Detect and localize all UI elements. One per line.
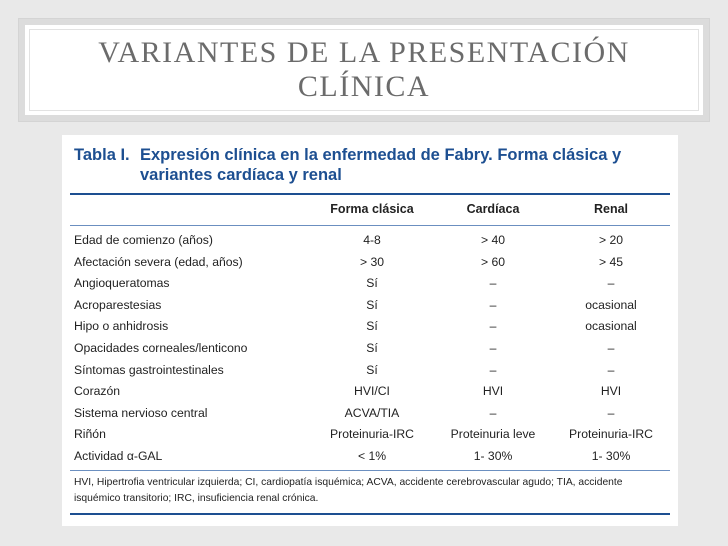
title-box [18, 18, 710, 122]
slide-title: VARIANTES DE LA PRESENTACIÓN CLÍNICA [98, 36, 630, 103]
cell-clasica: Sí [366, 276, 378, 291]
column-header-cardiaca: Cardíaca [466, 202, 520, 216]
table-caption-label: Tabla I. [74, 146, 130, 164]
cell-renal: > 20 [598, 233, 624, 247]
cell-cardiaca: > 40 [480, 233, 506, 247]
table-rule-bottom [70, 513, 670, 515]
cell-clasica: > 30 [359, 254, 385, 269]
table-caption-line2: variantes cardíaca y renal [140, 166, 342, 184]
table-rule-data-end [70, 470, 670, 471]
row-label: Hipo o anhidrosis [74, 319, 169, 334]
cell-clasica: Proteinuria-IRC [330, 427, 414, 442]
row-label: Actividad α-GAL [74, 448, 163, 463]
cell-renal: ocasional [585, 319, 637, 334]
cell-clasica: 4-8 [363, 233, 381, 247]
table-footnote: HVI, Hipertrofia ventricular izquierda; CI, cardiopatía isquémica; ACVA, accidente cerebrovascular agudo; TIA, accidente isquémico transitorio; IRC, insuficiencia renal crónica. [74, 477, 623, 504]
table-row [62, 252, 678, 274]
table-caption-line1: Expresión clínica en la enfermedad de Fabry. Forma clásica y [140, 146, 622, 164]
row-label: Opacidades corneales/lenticono [74, 340, 248, 355]
cell-clasica: HVI/CI [354, 384, 390, 399]
cell-renal: > 45 [598, 254, 624, 269]
cell-clasica: Sí [366, 319, 378, 334]
cell-cardiaca: – [489, 405, 497, 420]
cell-cardiaca: – [489, 319, 497, 334]
table-row [62, 424, 678, 446]
cell-cardiaca: Proteinuria leve [450, 427, 536, 442]
cell-renal: 1- 30% [591, 448, 631, 463]
table-row [62, 446, 678, 468]
table-row [62, 316, 678, 338]
table-row [62, 381, 678, 403]
cell-cardiaca: 1- 30% [473, 448, 513, 463]
row-label: Sistema nervioso central [74, 405, 208, 420]
row-label: Angioqueratomas [74, 276, 170, 291]
cell-clasica: Sí [366, 340, 378, 355]
cell-renal: ocasional [585, 297, 637, 312]
cell-clasica: ACVA/TIA [344, 405, 400, 420]
cell-clasica: Sí [366, 362, 378, 377]
cell-cardiaca: > 60 [480, 254, 506, 269]
row-label: Corazón [74, 384, 121, 399]
table-rule-header [70, 225, 670, 226]
title-inner [29, 29, 699, 111]
column-header-clasica: Forma clásica [330, 202, 414, 216]
table-row [62, 403, 678, 425]
table-body [62, 230, 678, 468]
cell-cardiaca: – [489, 362, 497, 377]
table-row [62, 295, 678, 317]
cell-cardiaca: – [489, 340, 497, 355]
cell-cardiaca: – [489, 297, 497, 312]
cell-clasica: Sí [366, 297, 378, 312]
cell-clasica: < 1% [357, 448, 387, 463]
table-row [62, 273, 678, 295]
cell-renal: – [607, 276, 615, 291]
row-label: Edad de comienzo (años) [74, 233, 213, 247]
row-label: Acroparestesias [74, 297, 162, 312]
cell-renal: – [607, 340, 615, 355]
table-rule-top [70, 193, 670, 195]
column-header-renal: Renal [593, 202, 629, 216]
table-row [62, 230, 678, 252]
row-label: Afectación severa (edad, años) [74, 254, 243, 269]
cell-renal: – [607, 362, 615, 377]
table-row [62, 360, 678, 382]
cell-renal: Proteinuria-IRC [569, 427, 653, 442]
cell-renal: – [607, 405, 615, 420]
cell-renal: HVI [600, 384, 622, 399]
row-label: Síntomas gastrointestinales [74, 362, 224, 377]
fabry-table [62, 135, 678, 526]
cell-cardiaca: HVI [482, 384, 504, 399]
row-label: Riñón [74, 427, 106, 442]
cell-cardiaca: – [489, 276, 497, 291]
table-row [62, 338, 678, 360]
table-caption [74, 145, 670, 185]
